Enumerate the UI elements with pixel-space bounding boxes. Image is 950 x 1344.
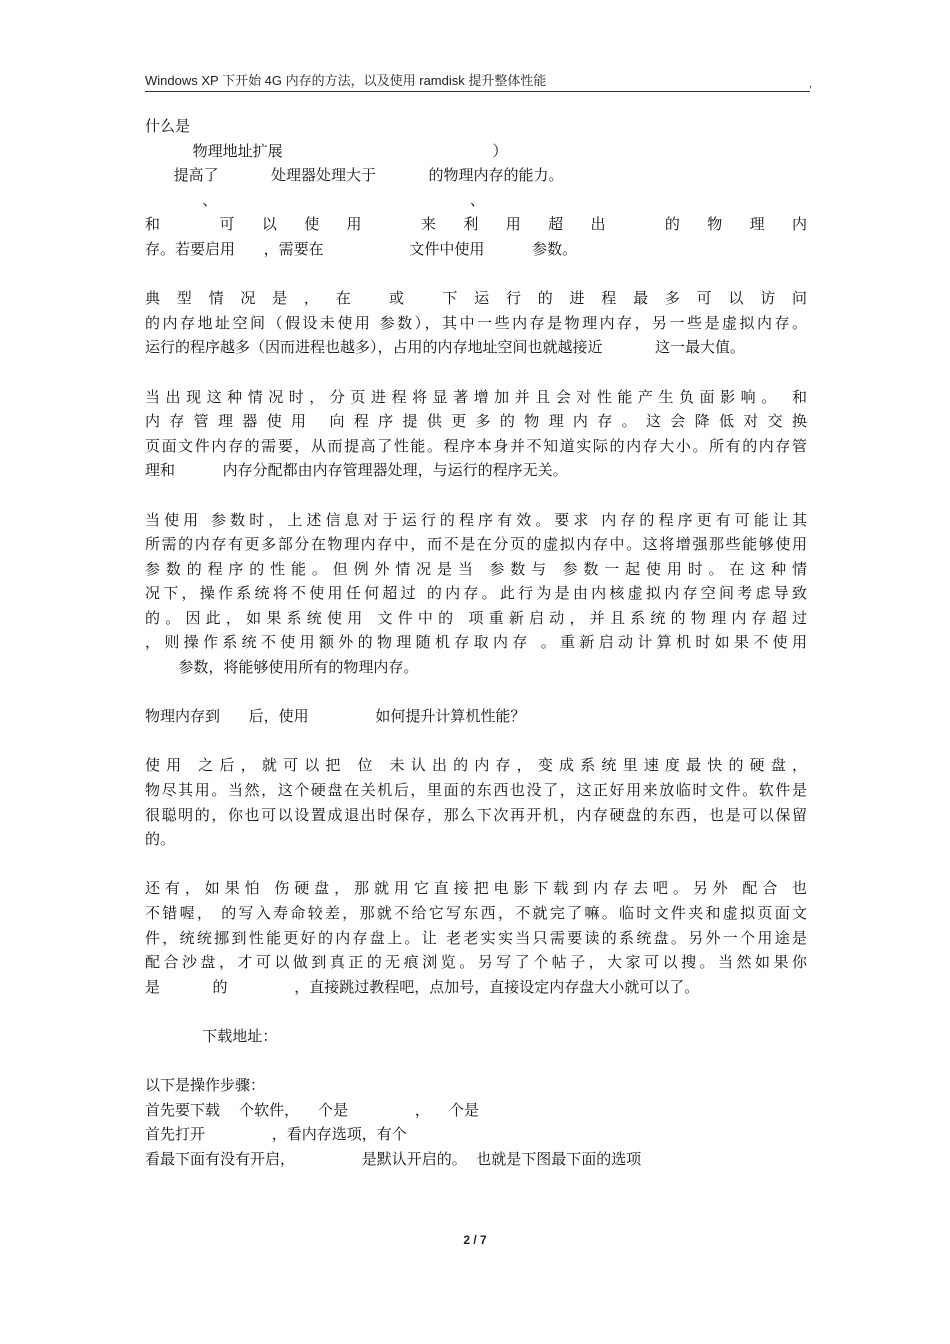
text-line: 是 的 ，直接跳过教程吧，点加号，直接设定内存盘大小就可以了。 [145, 977, 700, 996]
paragraph [145, 876, 807, 999]
text-line: 典型情况是，在 或 下运行的进程最多可以访问 [145, 289, 807, 308]
text-line: 使用 之后，就可以把 位 未认出的内存，变成系统里速度最快的硬盘， [145, 756, 807, 775]
text-line: ，则操作系统不使用额外的物理随机存取内存 。重新启动计算机时如果不使用 [145, 633, 807, 652]
text-line: 很聪明的，你也可以设置成退出时保存，那么下次再开机，内存硬盘的东西，也是可以保留 [145, 805, 807, 824]
text-line: 下载地址： [145, 1026, 278, 1045]
paragraph-spacer [145, 262, 807, 287]
text-line: 不错喔， 的写入寿命较差，那就不给它写东西，不就完了嘛。临时文件夹和虚拟页面文 [145, 904, 807, 922]
text-line: 运行的程序越多（因而进程也越多），占用的内存地址空间也就越接近 这一最大值。 [145, 338, 745, 357]
text-line: 、 、 [145, 190, 485, 209]
text-line: 的。因此，如果系统使用 文件中的 项重新启动，并且系统的物理内存超过 [145, 608, 807, 627]
document-body [145, 114, 807, 1172]
text-line: 提高了 处理器处理大于 的物理内存的能力。 [145, 166, 564, 185]
text-line: 物尽其用。当然，这个硬盘在关机后，里面的东西也没了，这正好用来放临时文件。软件是 [145, 781, 807, 800]
text-line: 所需的内存有更多部分在物理内存中，而不是在分页的虚拟内存中。这将增强那些能够使用 [145, 535, 807, 554]
text-line: 页面文件内存的需要，从而提高了性能。程序本身并不知道实际的内存大小。所有的内存管 [145, 436, 807, 455]
paragraph [145, 508, 807, 680]
paragraph-spacer [145, 999, 807, 1024]
text-line: 看最下面有没有开启， 是默认开启的。 也就是下图最下面的选项 [145, 1149, 642, 1168]
paragraph [145, 385, 807, 483]
paragraph [145, 1024, 807, 1049]
paragraph-spacer [145, 680, 807, 705]
text-line: 参数的程序的性能。但例外情况是当 参数与 参数一起使用时。在这种情 [145, 559, 807, 578]
text-line: 还有，如果怕 伤硬盘，那就用它直接把电影下载到内存去吧。另外 配合 也 [145, 879, 807, 898]
header-mark: , [809, 78, 813, 90]
text-line: 以下是操作步骤： [145, 1076, 266, 1095]
text-line: 当出现这种情况时，分页进程将显著增加并且会对性能产生负面影响。 和 [145, 387, 807, 406]
text-line: 物理地址扩展 ） [145, 141, 508, 160]
paragraph [145, 1073, 807, 1171]
text-line: 什么是 [145, 117, 191, 135]
text-line: 的内存地址空间（假设未使用 参数），其中一些内存是物理内存，另一些是虚拟内存。 [145, 313, 807, 332]
paragraph-spacer [145, 483, 807, 508]
text-line: 内存管理器使用 向程序提供更多的物理内存。这会降低对交换 [145, 412, 807, 431]
paragraph [145, 704, 807, 729]
text-line: 和 可以使用 来利用超出 的物理内 [145, 215, 807, 234]
paragraph [145, 114, 807, 262]
text-line: 物理内存到 后，使用 如何提升计算机性能？ [145, 707, 526, 726]
page-number: 2 / 7 [463, 1233, 487, 1247]
paragraph [145, 286, 807, 360]
text-line: 当使用 参数时，上述信息对于运行的程序有效。要求 内存的程序更有可能让其 [145, 510, 807, 529]
paragraph-spacer [145, 360, 807, 385]
paragraph-spacer [145, 1049, 807, 1074]
text-line: 参数，将能够使用所有的物理内存。 [145, 658, 419, 677]
text-line: 理和 内存分配都由内存管理器处理，与运行的程序无关。 [145, 461, 568, 480]
text-line: 首先打开 ，看内存选项，有个 [145, 1125, 407, 1144]
running-header: Windows XP 下开始 4G 内存的方法，以及使用 ramdisk 提升整体性能 [145, 70, 810, 92]
text-line: 况下，操作系统将不使用任何超过 的内存。此行为是由内核虚拟内存空间考虑导致 [145, 584, 807, 603]
text-line: 首先要下载 个软件， 个是 ， 个是 [145, 1100, 479, 1119]
text-line: 配合沙盘，才可以做到真正的无痕浏览。另写了个帖子，大家可以搜。当然如果你 [145, 953, 807, 972]
paragraph [145, 753, 807, 851]
paragraph-spacer [145, 852, 807, 877]
text-line: 存。若要启用 ，需要在 文件中使用 参数。 [145, 239, 578, 258]
text-line: 件，统统挪到性能更好的内存盘上。让 老老实实当只需要读的系统盘。另外一个用途是 [145, 928, 807, 947]
text-line: 的。 [145, 830, 176, 849]
paragraph-spacer [145, 729, 807, 754]
